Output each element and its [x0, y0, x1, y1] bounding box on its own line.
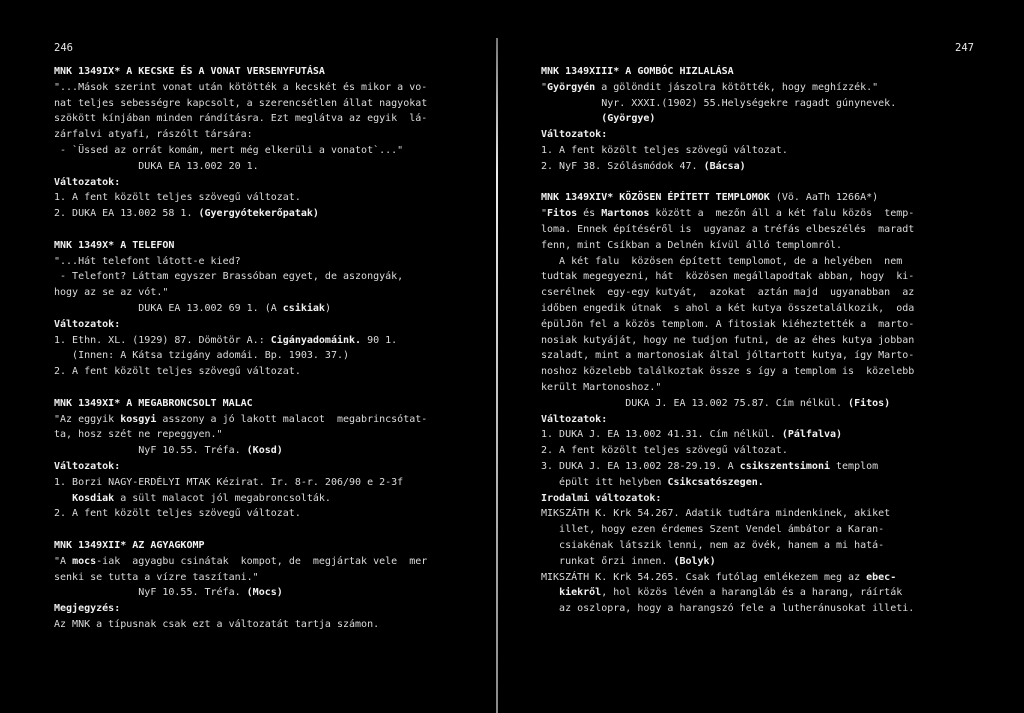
text-run: "Az eggyik: [54, 413, 121, 425]
text-run: ": [541, 81, 548, 93]
text-line: nosiak kutyáját, hogy ne tudjon futni, de az éhes kutya jobban: [541, 334, 915, 346]
bold-text-run: (Fitos): [848, 397, 891, 409]
text-line: [541, 396, 971, 412]
text-line: tudtak megegyezni, hát közösen megállapodtak abban, hogy ki-: [541, 271, 915, 283]
text-line: [54, 585, 474, 601]
text-run: épült itt helyben: [541, 476, 668, 488]
text-line: [541, 111, 971, 127]
text-run: 1. DUKA J. EA 13.002 41.31. Cím nélkül.: [541, 429, 782, 441]
text-line: [54, 491, 474, 507]
bold-text-run: Györgyén: [547, 81, 596, 93]
entry-title: MNK 1349XI* A MEGABRONCSOLT MALAC: [54, 397, 253, 409]
entry-title: MNK 1349XIII* A GOMBÓC HIZLALÁSA: [541, 66, 734, 77]
text-line: csiakénak látszik lenni, nem az övék, hanem a mi hatá-: [541, 539, 885, 551]
bold-text-run: mocs: [72, 555, 97, 567]
text-run: a gölöndit jászolra kötötték, hogy meghízzék.": [595, 81, 879, 93]
bold-text-run: Martonos: [601, 208, 650, 220]
text-run: [541, 113, 601, 124]
text-line: [541, 459, 971, 475]
text-line: [54, 206, 474, 222]
text-line: cserélnek egy-egy kutyát, azokat aztán majd ugyanabban az: [541, 287, 915, 299]
bold-text-run: csikszentsimoni: [739, 460, 830, 472]
text-line: 2. A fent közölt teljes szövegű változat.: [54, 366, 301, 378]
text-line: [54, 301, 474, 317]
bold-text-run: (Bácsa): [703, 160, 746, 172]
text-line: [541, 585, 971, 601]
entry-title: MNK 1349X* A TELEFON: [54, 239, 175, 251]
text-line: noshoz közelebb találkoztak össze s így a templom is közelebb: [541, 366, 915, 378]
text-line: "...Hát telefont látott-e kied?: [54, 255, 241, 267]
text-run: 2. DUKA EA 13.002 58 1.: [54, 208, 199, 220]
bold-text-run: Cigányadomáink.: [270, 334, 362, 346]
page-number-right: 247: [955, 42, 974, 54]
text-run: -iak agyagbu csinátak kompot, de megjártak vele mer: [96, 555, 428, 567]
section-heading: Változatok:: [54, 318, 121, 330]
text-run: templom: [830, 460, 879, 472]
blank-line: [541, 175, 971, 191]
bold-text-run: (Pálfalva): [781, 429, 843, 441]
text-line: [54, 412, 474, 428]
text-line: - Telefont? Láttam egyszer Brassóban egyet, de aszongyák,: [54, 271, 404, 283]
blank-line: [54, 380, 474, 396]
text-line: zárfalvi atyafi, rászólt társára:: [54, 129, 253, 141]
bold-text-run: Kosdiak: [72, 492, 115, 504]
text-line: 2. A fent közölt teljes szövegű változat.: [541, 445, 788, 457]
text-line: az oszlopra, hogy a harangszó fele a lutheránusokat illeti.: [541, 603, 915, 615]
text-line: 1. Borzi NAGY-ERDÉLYI MTAK Kézirat. Ir. 8-r. 206/90 e 2-3f: [54, 476, 404, 488]
text-line: DUKA EA 13.002 20 1.: [54, 160, 259, 172]
text-run: NyF 10.55. Tréfa.: [54, 587, 247, 599]
bold-text-run: (Györgye): [601, 113, 656, 125]
text-line: illet, hogy ezen érdemes Szent Vendel ámbátor a Karan-: [541, 524, 885, 536]
text-line: [541, 159, 971, 175]
bold-text-run: Csikcsatószegen.: [667, 476, 764, 488]
text-run: 2. NyF 38. Szólásmódok 47.: [541, 160, 704, 172]
text-line: szaladt, mint a martonosiak által jóltartott kutya, így Marto-: [541, 350, 915, 362]
text-line: ta, hosz szét ne repeggyen.": [54, 429, 223, 441]
text-line: [541, 554, 971, 570]
bold-text-run: kiekről: [559, 587, 602, 599]
text-line: időben engedik útnak s ahol a két kutya összetalálkozik, oda: [541, 302, 915, 314]
text-run: "A: [54, 555, 73, 567]
bold-text-run: ebec-: [866, 571, 897, 583]
section-heading: Megjegyzés:: [54, 603, 121, 615]
text-line: [541, 475, 971, 491]
text-line: 1. A fent közölt teljes szövegű változat.: [541, 144, 788, 156]
text-run: DUKA EA 13.002 69 1. (A: [54, 302, 283, 314]
text-run: MIKSZÁTH K. Krk 54.265. Csak futólag emlékezem meg az: [541, 571, 867, 583]
text-line: épülJön fel a közös templom. A fitosiak kiéheztették a marto-: [541, 318, 915, 330]
bold-text-run: kosgyi: [120, 413, 157, 425]
text-run: NyF 10.55. Tréfa.: [54, 445, 247, 457]
text-line: [541, 80, 971, 96]
text-run: asszony a jó lakott malacot megabrincsótat-: [156, 413, 428, 425]
text-line: (Innen: A Kátsa tzigány adomái. Bp. 1903. 37.): [54, 350, 350, 362]
bold-text-run: (Kosd): [246, 445, 283, 457]
entry-title: MNK 1349XII* AZ AGYAGKOMP: [54, 539, 205, 551]
text-run: DUKA J. EA 13.002 75.87. Cím nélkül.: [541, 397, 849, 409]
text-line: [54, 443, 474, 459]
blank-line: [54, 522, 474, 538]
bold-text-run: csikiak: [282, 302, 325, 314]
right-page-text: [541, 64, 971, 617]
text-line: került Martonoshoz.": [541, 381, 662, 393]
text-line: Nyr. XXXI.(1902) 55.Helységekre ragadt gúnynevek.: [541, 97, 897, 109]
text-run: , hol közös lévén a harangláb és a harang, ráírták: [601, 587, 903, 599]
text-line: [541, 206, 971, 222]
bold-text-run: (Bolyk): [673, 555, 716, 567]
blank-line: [54, 222, 474, 238]
bold-text-run: Fitos: [547, 208, 578, 220]
text-run: között a mezőn áll a két falu közös temp-: [649, 208, 915, 220]
text-line: loma. Ennek építéséről is ugyanaz a tréfás elbeszélés maradt: [541, 223, 915, 235]
text-line: Az MNK a típusnak csak ezt a változatát tartja számon.: [54, 618, 380, 630]
text-run: 1. Ethn. XL. (1929) 87. Dömötör A.:: [54, 334, 271, 346]
text-line: nat teljes sebességre kapcsolt, a szerencsétlen állat nagyokat: [54, 97, 428, 109]
text-line: [541, 570, 971, 586]
section-heading: Változatok:: [541, 129, 608, 141]
text-run: [541, 587, 559, 598]
text-line: [541, 427, 971, 443]
text-line: "...Mások szerint vonat után kötötték a kecskét és mikor a vo-: [54, 81, 428, 93]
text-line: fenn, mint Csíkban a Delnén kívül álló templomról.: [541, 239, 843, 251]
text-run: 3. DUKA J. EA 13.002 28-29.19. A: [541, 460, 740, 472]
section-heading: Változatok:: [541, 413, 608, 425]
text-line: [541, 190, 971, 206]
text-line: [54, 554, 474, 570]
left-page-text: [54, 64, 474, 633]
text-line: szökött kínjában minden rándításra. Ezt meglátva az egyik lá-: [54, 113, 428, 125]
bold-text-run: MNK 1349XIV* KÖZÖSEN ÉPÍTETT TEMPLOMOK: [541, 192, 770, 204]
text-line: [54, 333, 474, 349]
text-run: runkat őrzi innen.: [541, 555, 674, 567]
text-line: 1. A fent közölt teljes szövegű változat.: [54, 192, 301, 204]
entry-title: MNK 1349IX* A KECSKE ÉS A VONAT VERSENYFUTÁSA: [54, 66, 325, 77]
text-run: és: [577, 208, 602, 220]
section-heading: Irodalmi változatok:: [541, 492, 662, 504]
section-heading: Változatok:: [54, 460, 121, 472]
text-run: [54, 493, 72, 504]
text-line: senki se tutta a vízre taszítani.": [54, 571, 259, 583]
page-number-left: 246: [54, 42, 73, 54]
text-line: - `Üssed az orrát komám, mert még elkerüli a vonatot`...": [54, 144, 404, 156]
text-line: MIKSZÁTH K. Krk 54.267. Adatik tudtára mindenkinek, akiket: [541, 508, 891, 520]
bold-text-run: (Mocs): [246, 587, 283, 599]
text-run: (Vö. AaTh 1266A*): [769, 192, 879, 204]
text-line: hogy az se az vót.": [54, 287, 169, 299]
book-gutter: [496, 38, 498, 713]
bold-text-run: (Gyergyótekerőpatak): [198, 208, 319, 220]
text-run: ): [324, 302, 331, 314]
text-run: a sült malacot jól megabroncsolták.: [114, 492, 331, 504]
section-heading: Változatok:: [54, 176, 121, 188]
text-run: 90 1.: [361, 334, 398, 346]
text-line: 2. A fent közölt teljes szövegű változat.: [54, 508, 301, 520]
text-run: ": [541, 208, 548, 220]
text-line: A két falu közösen épített templomot, de a helyében nem: [541, 255, 903, 267]
